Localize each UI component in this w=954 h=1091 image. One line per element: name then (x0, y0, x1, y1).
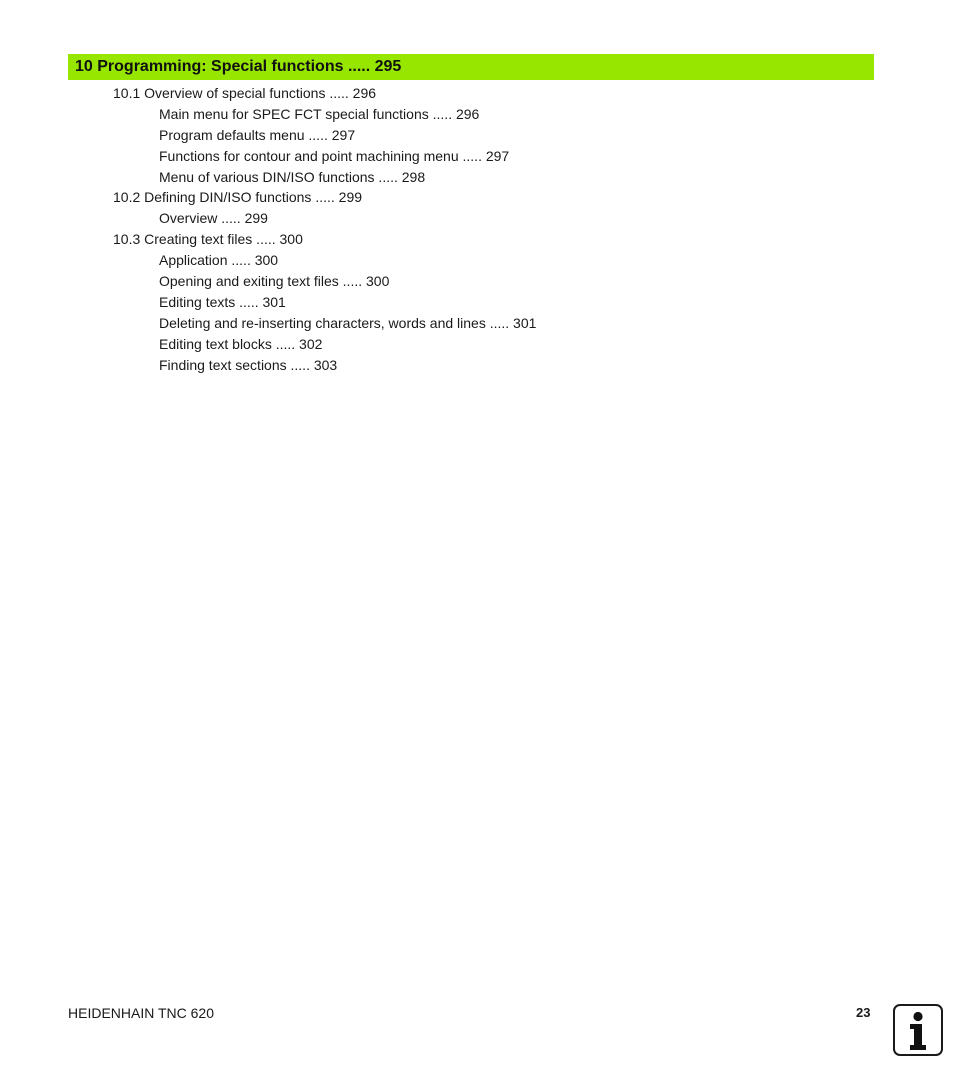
table-of-contents (0, 83, 954, 375)
toc-entry-finding-text-sections[interactable]: Finding text sections ..... 303 (159, 356, 338, 373)
toc-entry-program-defaults-menu[interactable]: Program defaults menu ..... 297 (159, 126, 356, 143)
toc-entry-10-3[interactable]: 10.3 Creating text files ..... 300 (113, 231, 303, 248)
footer-product: HEIDENHAIN TNC 620 (68, 1005, 215, 1021)
toc-entry-main-menu-spec-fct[interactable]: Main menu for SPEC FCT special functions ..... 296 (159, 105, 480, 122)
chapter-heading (68, 54, 874, 80)
toc-entry-10-2[interactable]: 10.2 Defining DIN/ISO functions ..... 299 (113, 189, 363, 206)
page-number: 23 (856, 1005, 871, 1020)
toc-entry-opening-exiting-text-files[interactable]: Opening and exiting text files ..... 300 (159, 273, 390, 290)
info-icon (893, 1004, 943, 1056)
chapter-title[interactable]: 10 Programming: Special functions ..... 295 (75, 58, 402, 75)
toc-entry-deleting-reinserting[interactable]: Deleting and re-inserting characters, words and lines ..... 301 (159, 314, 537, 331)
toc-entry-overview[interactable]: Overview ..... 299 (159, 210, 268, 227)
toc-entry-din-iso-functions-menu[interactable]: Menu of various DIN/ISO functions ..... 298 (159, 168, 426, 185)
toc-entry-application[interactable]: Application ..... 300 (159, 252, 279, 269)
toc-entry-editing-text-blocks[interactable]: Editing text blocks ..... 302 (159, 335, 323, 352)
toc-entry-contour-point-machining-menu[interactable]: Functions for contour and point machining menu ..... 297 (159, 147, 510, 164)
toc-entry-editing-texts[interactable]: Editing texts ..... 301 (159, 293, 286, 310)
toc-entry-10-1[interactable]: 10.1 Overview of special functions ..... 296 (113, 85, 377, 101)
